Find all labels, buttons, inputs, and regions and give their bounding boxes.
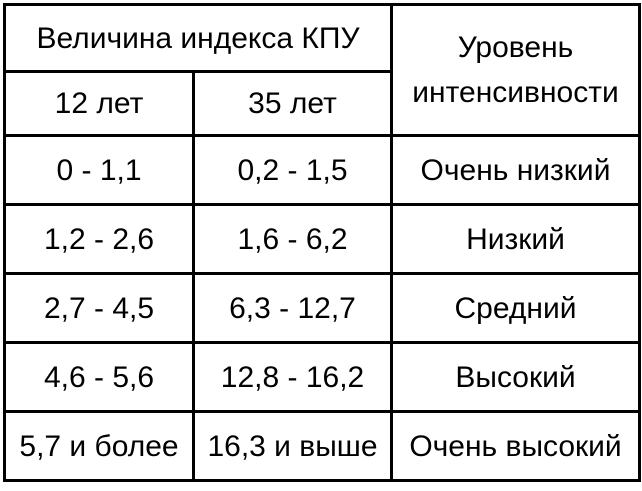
cell-intensity-level: Высокий	[392, 343, 640, 412]
table-row	[5, 412, 640, 481]
cell-age12-range: 1,2 - 2,6	[5, 205, 194, 274]
table-header-row-group	[5, 5, 640, 72]
cell-age35-range: 16,3 и выше	[194, 412, 392, 481]
cell-age12-range: 4,6 - 5,6	[5, 343, 194, 412]
header-intensity-level: Уровень интенсивности	[392, 5, 640, 136]
table-row	[5, 205, 640, 274]
table-row	[5, 343, 640, 412]
cell-intensity-level: Низкий	[392, 205, 640, 274]
header-age-35: 35 лет	[194, 72, 392, 136]
cell-age12-range: 5,7 и более	[5, 412, 194, 481]
cell-age35-range: 0,2 - 1,5	[194, 136, 392, 205]
cell-intensity-level: Очень низкий	[392, 136, 640, 205]
cell-intensity-level: Очень высокий	[392, 412, 640, 481]
cell-intensity-level: Средний	[392, 274, 640, 343]
kpu-index-table	[3, 3, 641, 482]
header-kpu-index-group: Величина индекса КПУ	[5, 5, 392, 72]
cell-age35-range: 6,3 - 12,7	[194, 274, 392, 343]
cell-age35-range: 12,8 - 16,2	[194, 343, 392, 412]
header-age-12: 12 лет	[5, 72, 194, 136]
cell-age12-range: 0 - 1,1	[5, 136, 194, 205]
table-row	[5, 274, 640, 343]
table-row	[5, 136, 640, 205]
cell-age12-range: 2,7 - 4,5	[5, 274, 194, 343]
cell-age35-range: 1,6 - 6,2	[194, 205, 392, 274]
